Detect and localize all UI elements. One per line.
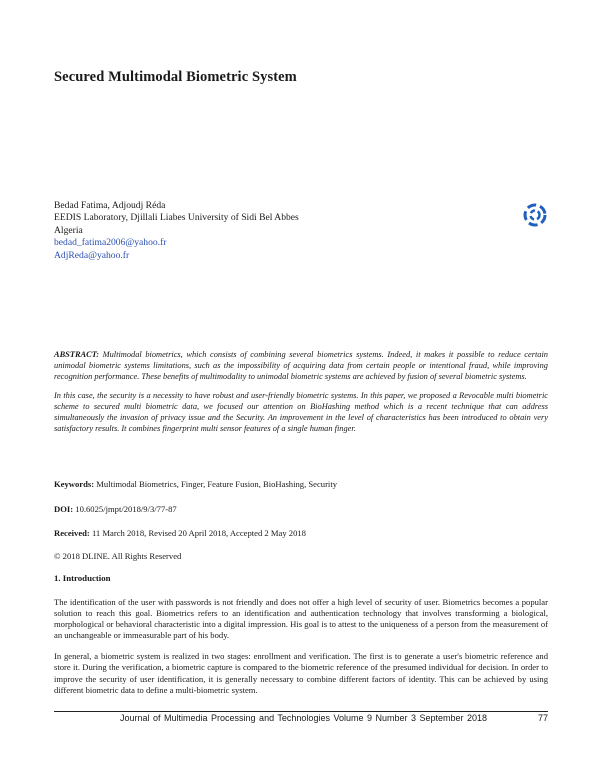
footer-divider <box>54 711 548 712</box>
abstract-label: ABSTRACT: <box>54 350 99 359</box>
body-paragraph-1: The identification of the user with passwords is not friendly and does not offer a high level of security of user. Biometrics becomes a popular solution to reach this goal. Biometrics refers to an identification and authentication technology that involves transforming a biological, morphological or behavioral characteristic into a digital impression. His goal is to attest to the uniqueness of a person from the measurement of an unchangeable or immeasurable part of his body. <box>54 597 548 641</box>
body-text <box>54 597 548 706</box>
author-affiliation: EEDIS Laboratory, Djillali Liabes University of Sidi Bel Abbes <box>54 212 299 224</box>
footer-journal: Journal of Multimedia Processing and Technologies Volume 9 Number 3 September 2018 <box>120 713 488 723</box>
author-email-1[interactable]: bedad_fatima2006@yahoo.fr <box>54 237 167 249</box>
doi-value[interactable]: 10.6025/jmpt/2018/9/3/77-87 <box>75 504 177 514</box>
copyright-line: © 2018 DLINE. All Rights Reserved <box>54 551 182 561</box>
paper-title: Secured Multimodal Biometric System <box>54 69 297 85</box>
author-country: Algeria <box>54 224 83 236</box>
abstract-text-1: Multimodal biometrics, which consists of combining several biometrics systems. Indeed, it makes it possible to reduce certain unimodal biometric systems limitations, such as the impossibility of acquiring data from certain people or intentional fraud, while improving recognition performance. These benefits of multimodality to unimodal biometric systems are achieved by fusion of several biometric systems. <box>54 350 548 382</box>
section-heading: 1. Introduction <box>54 573 111 583</box>
received-line <box>54 528 306 538</box>
author-email-2[interactable]: AdjReda@yahoo.fr <box>54 249 130 261</box>
received-value: 11 March 2018, Revised 20 April 2018, Accepted 2 May 2018 <box>91 528 306 538</box>
body-paragraph-2: In general, a biometric system is realized in two stages: enrollment and verification. The first is to generate a user's biometric reference and store it. During the verification, a biometric capture is compared to the biometric reference of the presumed individual for decision. In order to improve the security of user identification, it is generally necessary to combine different factors of identity. This can be achieved by using different biometric data to define a multi-biometric system. <box>54 651 548 695</box>
doi-label: DOI: <box>54 504 74 514</box>
author-names: Bedad Fatima, Adjoudj Réda <box>54 200 166 211</box>
crossmark-logo-icon[interactable] <box>522 202 548 228</box>
keywords-label: Keywords: <box>54 479 95 489</box>
doi-line <box>54 504 177 514</box>
received-label: Received: <box>54 528 90 538</box>
author-block <box>54 200 299 262</box>
keywords-value: Multimodal Biometrics, Finger, Feature Fusion, BioHashing, Security <box>96 479 338 489</box>
abstract-paragraph-1 <box>54 349 548 383</box>
abstract <box>54 349 548 441</box>
abstract-paragraph-2: In this case, the security is a necessity to have robust and user-friendly biometric systems. In this paper, we proposed a Revocable multi biometric scheme to secured multi biometric data, we focused our attention on BioHashing method which is a recent technique that can address simultaneously the invasion of privacy issue and the Security. An improvement in the level of characteristics has been introduced to obtain very satisfactory results. It combines fingerprint multi sensor features of a single human finger. <box>54 390 548 434</box>
footer-page-number: 77 <box>537 713 548 723</box>
keywords-line <box>54 479 337 489</box>
